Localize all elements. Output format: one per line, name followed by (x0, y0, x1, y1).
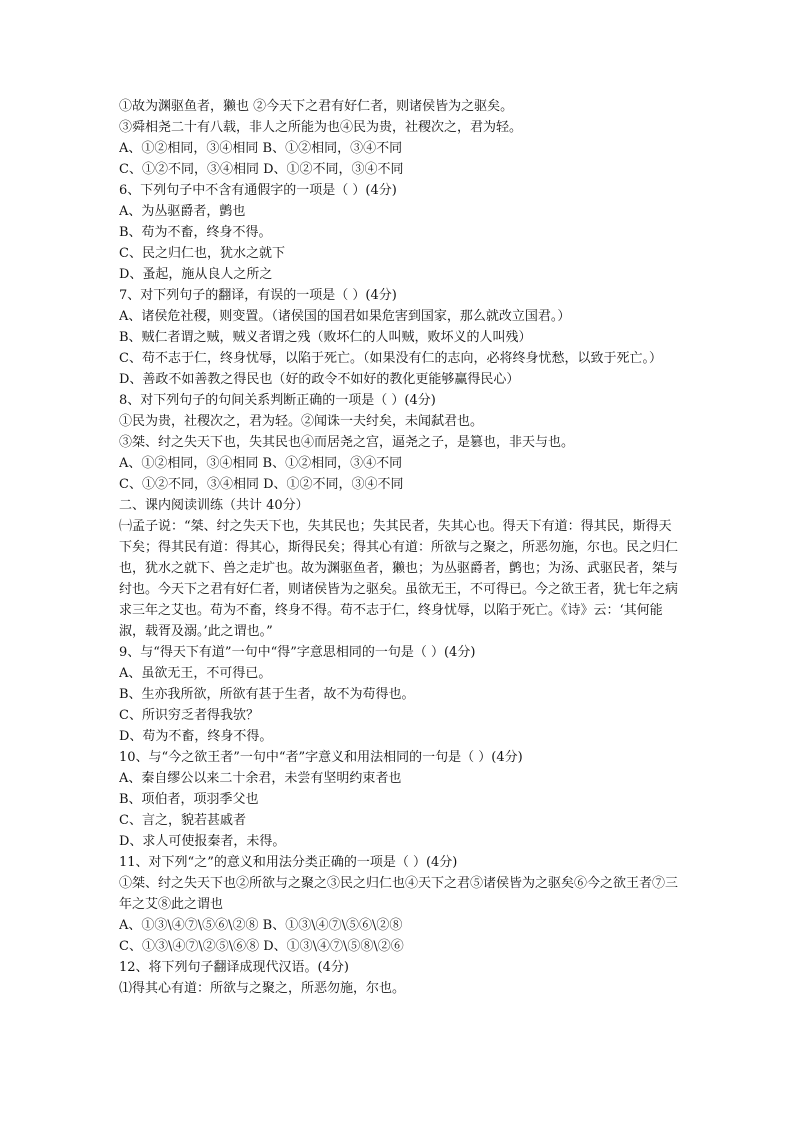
option-line: B、生亦我所欲，所欲有甚于生者，故不为苟得也。 (119, 687, 415, 702)
option-line: B、苟为不畜，终身不得。 (119, 225, 272, 240)
section-heading: 二、课内阅读训练（共计 40分） (119, 498, 309, 513)
question-11: 11、对下列“之”的意义和用法分类正确的一项是（ ）(4分) (119, 855, 458, 870)
question-6: 6、下列句子中不含有通假字的一项是（ ）(4分) (119, 183, 397, 198)
reading-passage: ㈠孟子说：“桀、纣之失天下也，失其民也；失其民者，失其心也。得天下有道：得其民，斯得天下矣；得其民有道：得其心，斯得民矣；得其心有道：所欲与之聚之，所恶勿施，尔也。民之归仁也，犹水之就下、兽之走圹也。故为渊驱鱼者，獭也；为丛驱爵者，鹯也；为汤、武驱民者，桀与纣也。今天下之君有好仁者，则诸侯皆为之驱矣。虽欲无王，不可得已。今之欲王者，犹七年之病求三年之艾也。苟为不畜，终身不得。苟不志于仁，终身忧辱，以陷于死亡。《诗》云：‘其何能淑，载胥及溺。’此之谓也。” (119, 519, 679, 639)
option-line: A、秦自缪公以来二十余君，未尝有坚明约束者也 (119, 771, 402, 786)
question-7: 7、对下列句子的翻译，有误的一项是（ ）(4分) (119, 288, 397, 303)
option-line: D、求人可使报秦者，未得。 (119, 834, 286, 849)
option-line: A、虽欲无王，不可得已。 (119, 666, 272, 681)
question-12: 12、将下列句子翻译成现代汉语。(4分) (119, 960, 349, 975)
option-line: A、①③\④⑦\⑤⑥\②⑧ B、①③\④⑦\⑤⑥\②⑧ (119, 918, 403, 933)
option-line: C、所识穷乏者得我欤？ (119, 708, 259, 723)
text-line: ⑴得其心有道：所欲与之聚之，所恶勿施，尔也。 (119, 981, 406, 996)
question-10: 10、与“今之欲王者”一句中“者”字意义和用法相同的一句是（ ）(4分) (119, 750, 523, 765)
option-line: D、善政不如善教之得民也（好的政令不如好的教化更能够赢得民心） (119, 372, 520, 387)
option-line: A、①②相同，③④相同 B、①②相同，③④不同 (119, 456, 403, 471)
option-line: B、项伯者，项羽季父也 (119, 792, 259, 807)
option-line: D、蚤起，施从良人之所之 (119, 267, 273, 282)
option-line: D、苟为不畜，终身不得。 (119, 729, 273, 744)
text-line: ①民为贵，社稷次之，君为轻。②闻诛一夫纣矣，未闻弑君也。 (119, 414, 484, 429)
option-line: A、①②相同，③④相同 B、①②相同，③④不同 (119, 141, 403, 156)
text-line: ①桀、纣之失天下也②所欲与之聚之③民之归仁也④天下之君⑤诸侯皆为之驱矣⑥今之欲王者⑦三年之艾⑧此之谓也 (119, 876, 679, 912)
option-line: C、①②不同，③④相同 D、①②不同，③④不同 (119, 162, 404, 177)
option-line: C、①②不同，③④相同 D、①②不同，③④不同 (119, 477, 404, 492)
option-line: A、诸侯危社稷，则变置。（诸侯国的国君如果危害到国家，那么就改立国君。） (119, 309, 571, 324)
option-line: C、言之，貌若甚戚者 (119, 813, 246, 828)
option-line: C、民之归仁也，犹水之就下 (119, 246, 285, 261)
text-line: ①故为渊驱鱼者，獭也 ②今天下之君有好仁者，则诸侯皆为之驱矣。 (119, 99, 514, 114)
text-line: ③桀、纣之失天下也，失其民也④而居尧之宫，逼尧之子，是篡也，非天与也。 (119, 435, 575, 450)
question-8: 8、对下列句子的句间关系判断正确的一项是（ ）(4分) (119, 393, 436, 408)
option-line: B、贼仁者谓之贼，贼义者谓之残（败坏仁的人叫贼，败坏义的人叫残） (119, 330, 532, 345)
text-line: ③舜相尧二十有八载，非人之所能为也④民为贵，社稷次之，君为轻。 (119, 120, 523, 135)
option-line: C、①③\④⑦\②⑤\⑥⑧ D、①③\④⑦\⑤⑧\②⑥ (119, 939, 404, 954)
option-line: C、苟不志于仁，终身忧辱，以陷于死亡。（如果没有仁的志向，必将终身忧愁，以致于死亡。） (119, 351, 662, 366)
option-line: A、为丛驱爵者，鹯也 (119, 204, 246, 219)
document-page (119, 96, 679, 999)
question-9: 9、与“得天下有道”一句中“得”字意思相同的一句是（ ）(4分) (119, 645, 476, 660)
